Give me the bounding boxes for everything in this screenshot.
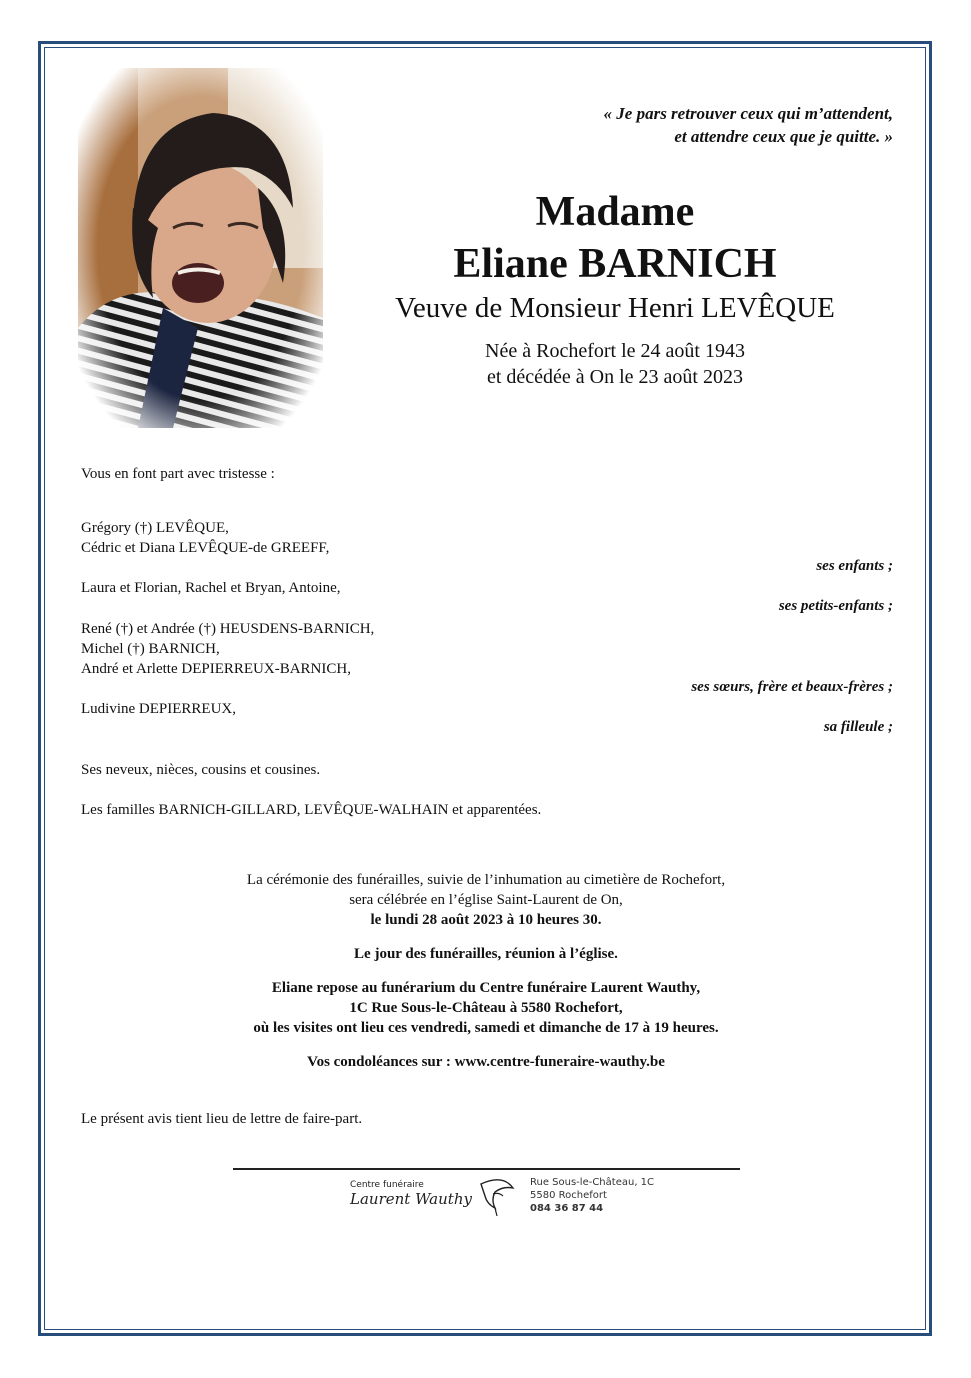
birth-line: Née à Rochefort le 24 août 1943: [485, 340, 745, 362]
goddaughter-name: Ludivine DEPIERREUX,: [81, 701, 236, 717]
quote-line-1: « Je pars retrouver ceux qui m’attendent,: [603, 104, 893, 123]
child-2: Cédric et Diana LEVÊQUE-de GREEFF,: [81, 540, 330, 556]
logo-caption: Centre funéraire: [350, 1180, 424, 1190]
children-relation: ses enfants ;: [816, 558, 893, 574]
sibling-2: Michel (†) BARNICH,: [81, 641, 220, 657]
grandchildren-relation: ses petits-enfants ;: [778, 598, 893, 614]
deceased-title: Madame: [535, 189, 695, 235]
families-line: Les familles BARNICH-GILLARD, LEVÊQUE-WALHAIN et apparentées.: [81, 802, 542, 818]
sibling-3: André et Arlette DEPIERREUX-BARNICH,: [81, 661, 351, 677]
portrait-photo: [78, 68, 323, 428]
rest-line-2: 1C Rue Sous-le-Château à 5580 Rochefort,: [349, 1000, 623, 1016]
deceased-block: [350, 186, 880, 390]
rest-line-3: où les visites ont lieu ces vendredi, samedi et dimanche de 17 à 19 heures.: [253, 1020, 719, 1036]
phone-number: 084 36 87 44: [530, 1203, 604, 1214]
siblings-relation: ses sœurs, frère et beaux-frères ;: [691, 679, 893, 695]
address-line-1: Rue Sous-le-Château, 1C: [530, 1177, 655, 1188]
ceremony-date: le lundi 28 août 2023 à 10 heures 30.: [370, 912, 602, 928]
intro-line: Vous en font part avec tristesse :: [81, 466, 275, 482]
ceremony-block: [140, 870, 832, 1072]
nephews-line: Ses neveux, nièces, cousins et cousines.: [81, 762, 321, 778]
meeting-line: Le jour des funérailles, réunion à l’église.: [354, 946, 618, 962]
siblings-list: [81, 619, 374, 679]
epitaph-quote: [604, 102, 893, 148]
deceased-name: Eliane BARNICH: [453, 241, 777, 287]
goddaughter-relation: sa filleule ;: [823, 719, 893, 735]
sibling-1: René (†) et Andrée (†) HEUSDENS-BARNICH,: [81, 621, 375, 637]
rest-line-1: Eliane repose au funérarium du Centre funéraire Laurent Wauthy,: [271, 980, 701, 996]
notice-line: Le présent avis tient lieu de lettre de faire-part.: [81, 1111, 363, 1127]
quote-line-2: et attendre ceux que je quitte. »: [674, 127, 893, 146]
grandchildren-list: Laura et Florian, Rachel et Bryan, Antoine,: [81, 580, 341, 596]
footer-address: [530, 1176, 654, 1215]
deceased-widow: Veuve de Monsieur Henri LEVÊQUE: [395, 292, 835, 324]
ceremony-line-2: sera célébrée en l’église Saint-Laurent de On,: [349, 892, 623, 908]
death-line: et décédée à On le 23 août 2023: [486, 366, 743, 388]
children-list: [81, 518, 329, 558]
child-1: Grégory (†) LEVÊQUE,: [81, 520, 229, 536]
funeral-home-logo-icon: [473, 1174, 519, 1218]
funeral-home-logo: [345, 1172, 660, 1222]
logo-name: Laurent Wauthy: [350, 1190, 472, 1208]
condolences-line: Vos condoléances sur : www.centre-funeraire-wauthy.be: [307, 1054, 665, 1070]
address-line-2: 5580 Rochefort: [530, 1190, 607, 1201]
footer-divider: [233, 1168, 740, 1170]
ceremony-line-1: La cérémonie des funérailles, suivie de l’inhumation au cimetière de Rochefort,: [246, 872, 726, 888]
